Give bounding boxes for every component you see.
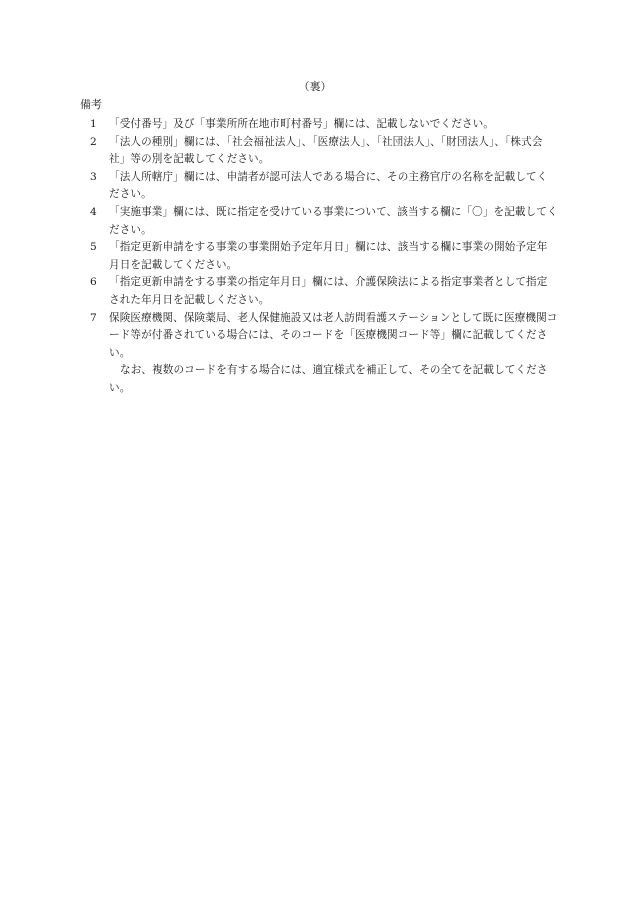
note-number: 5	[90, 241, 97, 254]
note-item-5	[80, 239, 558, 274]
note-number: 4	[90, 205, 97, 218]
note-number: 7	[90, 311, 97, 324]
note-item-1	[80, 116, 558, 134]
notes-list	[80, 116, 558, 398]
note-item-2	[80, 134, 558, 169]
note-item-3	[80, 169, 558, 204]
page-title: （裏）	[298, 80, 332, 93]
note-item-6	[80, 274, 558, 309]
notes-heading: 備考	[80, 98, 102, 111]
note-item-7	[80, 310, 558, 398]
note-number: 6	[90, 276, 97, 289]
note-text: 「実施事業」欄には、既に指定を受けている事業について、該当する欄に「〇」を記載してください。	[109, 205, 558, 236]
note-number: 2	[90, 135, 97, 148]
note-text: 「法人所轄庁」欄には、申請者が認可法人である場合に、その主務官庁の名称を記載してください。	[109, 170, 548, 201]
note-text: 「指定更新申請をする事業の事業開始予定年月日」欄には、該当する欄に事業の開始予定年月日を記載してください。	[109, 241, 548, 271]
note-item-4	[80, 204, 558, 239]
note-number: 1	[90, 118, 97, 130]
note-text: 「受付番号」及び「事業所所在地市町村番号」欄には、記載しないでください。	[109, 118, 494, 130]
note-number: 3	[90, 170, 97, 183]
note-text: 「法人の種別」欄には、「社会福祉法人」、「医療法人」、「社団法人」、「財団法人」、「株式会社」等の別を記載してください。	[109, 135, 543, 166]
note-text: 「指定更新申請をする事業の指定年月日」欄には、介護保険法による指定事業者として指定された年月日を記載しください。	[109, 276, 548, 306]
note-text: 保険医療機関、保険薬局、老人保健施設又は老人訪問看護ステーションとして既に医療機関コード等が付番されている場合には、そのコードを「医療機関コード等」欄に記載してください。	[109, 311, 558, 359]
note-supplement: なお、複数のコードを有する場合には、適宜様式を補正して、その全てを記載してください。	[109, 364, 548, 394]
